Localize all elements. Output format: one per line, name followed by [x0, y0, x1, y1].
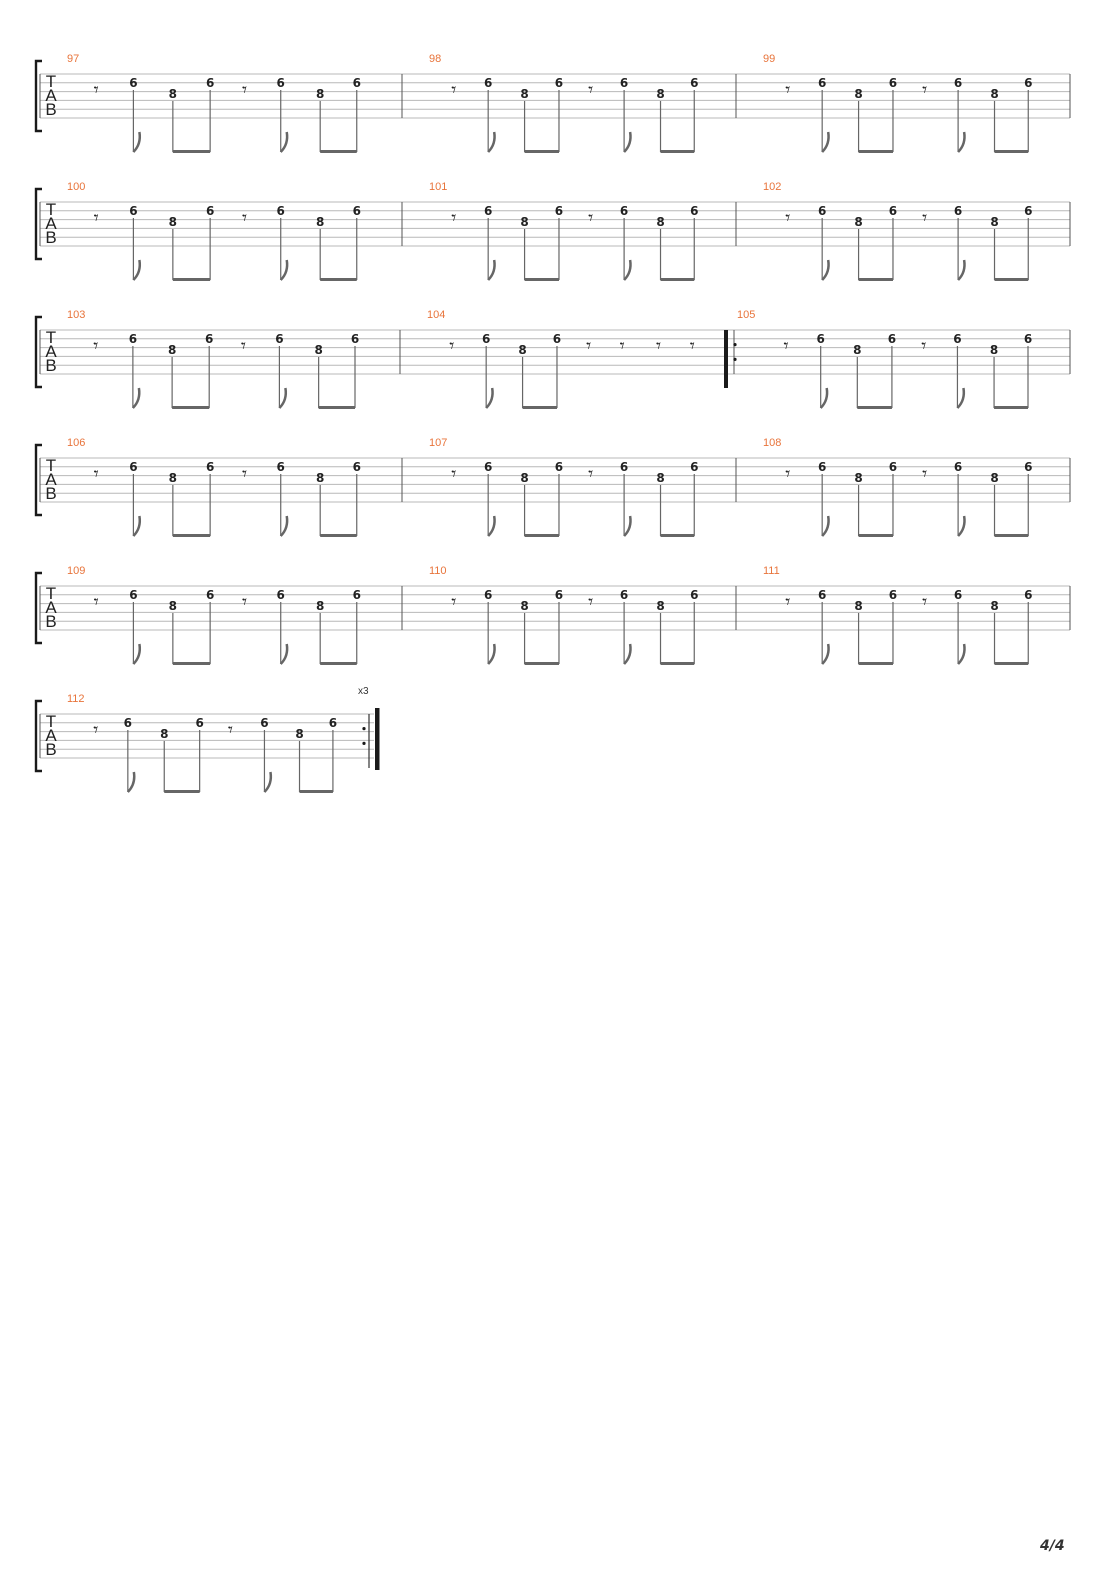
- eighth-flag: [488, 644, 494, 664]
- eighth-flag: [958, 132, 964, 152]
- fret-number: 6: [554, 204, 564, 218]
- fret-number: 6: [483, 76, 493, 90]
- tab-clef-letter: B: [45, 612, 57, 631]
- fret-number: 6: [481, 332, 491, 346]
- eighth-rest: 𝄾: [588, 207, 594, 229]
- eighth-rest: 𝄾: [451, 79, 457, 101]
- fret-number: 6: [328, 716, 338, 730]
- fret-number: 8: [168, 87, 178, 101]
- fret-number: 6: [817, 76, 827, 90]
- measure-number: 110: [429, 565, 447, 577]
- eighth-rest: 𝄾: [586, 335, 592, 357]
- eighth-rest: 𝄾: [240, 335, 246, 357]
- fret-number: 8: [160, 727, 169, 741]
- measure-number: 102: [763, 181, 782, 193]
- measure-number: 111: [763, 565, 780, 577]
- fret-number: 6: [888, 588, 898, 602]
- fret-number: 6: [276, 204, 285, 218]
- tab-clef-letter: B: [45, 228, 57, 247]
- note-beam: [525, 662, 559, 665]
- eighth-rest: 𝄾: [922, 207, 928, 229]
- fret-number: 6: [129, 204, 138, 218]
- fret-number: 6: [483, 204, 493, 218]
- fret-number: 6: [129, 588, 138, 602]
- eighth-flag: [488, 516, 494, 536]
- fret-number: 6: [888, 76, 898, 90]
- fret-number: 6: [1024, 204, 1033, 218]
- eighth-flag: [822, 644, 828, 664]
- measure-number: 108: [763, 437, 782, 449]
- fret-number: 8: [316, 471, 325, 485]
- eighth-rest: 𝄾: [227, 719, 233, 741]
- fret-number: 6: [554, 460, 564, 474]
- fret-number: 8: [295, 727, 304, 741]
- eighth-rest: 𝄾: [93, 719, 99, 741]
- fret-number: 6: [690, 460, 699, 474]
- note-beam: [300, 790, 333, 793]
- eighth-flag: [624, 516, 630, 536]
- eighth-flag: [488, 132, 494, 152]
- note-beam: [173, 534, 210, 537]
- eighth-rest: 𝄾: [588, 591, 594, 613]
- fret-number: 6: [352, 588, 361, 602]
- eighth-flag: [133, 516, 139, 536]
- note-beam: [525, 150, 559, 153]
- eighth-rest: 𝄾: [588, 463, 594, 485]
- repeat-dot: [362, 727, 365, 730]
- note-beam: [857, 406, 892, 409]
- eighth-rest: 𝄾: [451, 463, 457, 485]
- note-beam: [164, 790, 199, 793]
- tab-clef-letter: A: [45, 86, 57, 105]
- fret-number: 6: [1024, 76, 1033, 90]
- eighth-flag: [133, 132, 139, 152]
- note-beam: [995, 662, 1029, 665]
- note-beam: [319, 406, 355, 409]
- fret-number: 8: [520, 87, 529, 101]
- fret-number: 6: [953, 204, 963, 218]
- tab-clef-letter: T: [45, 328, 57, 347]
- fret-number: 8: [990, 87, 999, 101]
- eighth-flag: [488, 260, 494, 280]
- fret-number: 6: [129, 460, 138, 474]
- fret-number: 6: [552, 332, 562, 346]
- note-beam: [661, 534, 695, 537]
- note-beam: [995, 534, 1029, 537]
- fret-number: 6: [352, 204, 361, 218]
- fret-number: 8: [990, 471, 999, 485]
- tab-clef-letter: T: [45, 456, 57, 475]
- measure-number: 103: [67, 309, 86, 321]
- fret-number: 6: [275, 332, 284, 346]
- note-beam: [525, 278, 559, 281]
- fret-number: 8: [168, 215, 178, 229]
- eighth-flag: [279, 388, 285, 408]
- repeat-end-thick-bar: [375, 708, 380, 770]
- eighth-rest: 𝄾: [785, 463, 791, 485]
- note-beam: [320, 662, 357, 665]
- tab-clef-letter: A: [45, 598, 57, 617]
- eighth-rest: 𝄾: [241, 463, 248, 485]
- eighth-rest: 𝄾: [451, 207, 457, 229]
- note-beam: [173, 150, 210, 153]
- fret-number: 8: [656, 599, 665, 613]
- note-beam: [995, 278, 1029, 281]
- note-beam: [661, 662, 695, 665]
- fret-number: 6: [619, 460, 629, 474]
- tab-clef-letter: A: [45, 726, 57, 745]
- fret-number: 6: [205, 76, 215, 90]
- fret-number: 8: [168, 471, 178, 485]
- fret-number: 6: [817, 588, 827, 602]
- eighth-rest: 𝄾: [449, 335, 455, 357]
- note-beam: [320, 278, 357, 281]
- fret-number: 6: [816, 332, 825, 346]
- fret-number: 6: [817, 204, 827, 218]
- eighth-flag: [281, 644, 287, 664]
- fret-number: 6: [888, 204, 898, 218]
- eighth-rest: 𝄾: [785, 79, 791, 101]
- fret-number: 8: [656, 215, 665, 229]
- eighth-flag: [486, 388, 492, 408]
- eighth-flag: [624, 260, 630, 280]
- eighth-rest: 𝄾: [922, 591, 928, 613]
- fret-number: 6: [205, 588, 215, 602]
- page-number: 4/4: [1040, 1538, 1065, 1554]
- tab-clef-letter: A: [45, 214, 57, 233]
- system-bracket: [36, 189, 42, 259]
- eighth-flag: [264, 772, 270, 792]
- fret-number: 6: [276, 76, 285, 90]
- fret-number: 6: [690, 76, 699, 90]
- fret-number: 6: [483, 460, 493, 474]
- fret-number: 8: [316, 87, 325, 101]
- eighth-flag: [957, 388, 963, 408]
- eighth-flag: [133, 388, 139, 408]
- tab-clef-letter: B: [45, 356, 57, 375]
- system-bracket: [36, 445, 42, 515]
- fret-number: 6: [887, 332, 897, 346]
- fret-number: 8: [520, 471, 529, 485]
- fret-number: 8: [316, 599, 325, 613]
- fret-number: 6: [953, 332, 962, 346]
- eighth-flag: [822, 260, 828, 280]
- note-beam: [172, 406, 209, 409]
- fret-number: 8: [520, 215, 529, 229]
- system-bracket: [36, 701, 42, 771]
- fret-number: 6: [260, 716, 269, 730]
- fret-number: 6: [1023, 332, 1033, 346]
- fret-number: 6: [352, 460, 361, 474]
- eighth-flag: [958, 516, 964, 536]
- note-beam: [320, 150, 357, 153]
- fret-number: 6: [1024, 588, 1033, 602]
- eighth-rest: 𝄾: [241, 207, 248, 229]
- fret-number: 6: [276, 460, 285, 474]
- fret-number: 8: [520, 599, 529, 613]
- measure-number: 101: [429, 181, 448, 193]
- eighth-rest: 𝄾: [93, 335, 99, 357]
- tab-clef-letter: B: [45, 484, 57, 503]
- tab-clef-letter: B: [45, 100, 57, 119]
- fret-number: 8: [853, 343, 862, 357]
- tab-clef-letter: T: [45, 200, 57, 219]
- fret-number: 8: [656, 87, 665, 101]
- note-beam: [994, 406, 1028, 409]
- measure-number: 97: [67, 53, 80, 65]
- fret-number: 6: [690, 204, 699, 218]
- fret-number: 6: [195, 716, 204, 730]
- eighth-rest: 𝄾: [451, 591, 457, 613]
- eighth-flag: [133, 644, 139, 664]
- eighth-rest: 𝄾: [922, 463, 928, 485]
- eighth-flag: [624, 644, 630, 664]
- eighth-rest: 𝄾: [241, 79, 248, 101]
- fret-number: 6: [619, 76, 629, 90]
- tab-clef-letter: T: [45, 712, 57, 731]
- fret-number: 6: [205, 460, 215, 474]
- fret-number: 8: [167, 343, 177, 357]
- note-beam: [859, 278, 893, 281]
- fret-number: 8: [989, 343, 999, 357]
- system-bracket: [36, 317, 42, 387]
- tab-clef-letter: B: [45, 740, 57, 759]
- fret-number: 8: [168, 599, 178, 613]
- measure-number: 98: [429, 53, 442, 65]
- measure-number: 99: [763, 53, 776, 65]
- fret-number: 8: [990, 215, 999, 229]
- note-beam: [859, 662, 893, 665]
- eighth-flag: [624, 132, 630, 152]
- measure-number: 109: [67, 565, 86, 577]
- repeat-start-thick-bar: [724, 330, 728, 388]
- fret-number: 6: [205, 204, 215, 218]
- eighth-rest: 𝄾: [921, 335, 927, 357]
- repeat-dot: [733, 343, 736, 346]
- fret-number: 6: [817, 460, 827, 474]
- measure-number: 104: [427, 309, 446, 321]
- fret-number: 6: [352, 76, 361, 90]
- system-bracket: [36, 61, 42, 131]
- fret-number: 6: [123, 716, 133, 730]
- fret-number: 6: [690, 588, 699, 602]
- tab-clef-letter: T: [45, 72, 57, 91]
- measure-number: 107: [429, 437, 448, 449]
- eighth-flag: [133, 260, 139, 280]
- eighth-flag: [958, 644, 964, 664]
- repeat-count: x3: [358, 686, 369, 697]
- note-beam: [523, 406, 557, 409]
- eighth-rest: 𝄾: [93, 207, 99, 229]
- fret-number: 8: [854, 87, 863, 101]
- eighth-flag: [281, 516, 287, 536]
- fret-number: 6: [554, 588, 564, 602]
- fret-number: 6: [953, 588, 963, 602]
- measure-number: 105: [737, 309, 756, 321]
- eighth-rest: 𝄾: [93, 463, 99, 485]
- eighth-flag: [822, 516, 828, 536]
- eighth-rest: 𝄾: [93, 591, 99, 613]
- eighth-flag: [281, 132, 287, 152]
- fret-number: 8: [854, 215, 863, 229]
- tab-clef-letter: A: [45, 342, 57, 361]
- eighth-rest: 𝄾: [588, 79, 594, 101]
- fret-number: 8: [854, 599, 863, 613]
- measure-number: 106: [67, 437, 86, 449]
- eighth-rest: 𝄾: [785, 207, 791, 229]
- eighth-rest: 𝄾: [922, 79, 928, 101]
- eighth-rest: 𝄾: [783, 335, 789, 357]
- eighth-rest: 𝄾: [655, 335, 662, 357]
- eighth-rest: 𝄾: [93, 79, 99, 101]
- note-beam: [995, 150, 1029, 153]
- fret-number: 6: [276, 588, 285, 602]
- repeat-dot: [362, 742, 365, 745]
- fret-number: 6: [128, 332, 138, 346]
- measure-number: 100: [67, 181, 86, 193]
- fret-number: 6: [953, 460, 963, 474]
- fret-number: 8: [656, 471, 665, 485]
- eighth-rest: 𝄾: [241, 591, 248, 613]
- note-beam: [320, 534, 357, 537]
- fret-number: 6: [1024, 460, 1033, 474]
- fret-number: 8: [990, 599, 999, 613]
- fret-number: 6: [619, 204, 629, 218]
- system-bracket: [36, 573, 42, 643]
- note-beam: [661, 150, 695, 153]
- eighth-rest: 𝄾: [785, 591, 791, 613]
- note-beam: [525, 534, 559, 537]
- fret-number: 6: [888, 460, 898, 474]
- repeat-dot: [733, 358, 736, 361]
- tab-clef-letter: A: [45, 470, 57, 489]
- fret-number: 8: [314, 343, 323, 357]
- fret-number: 6: [554, 76, 564, 90]
- fret-number: 8: [316, 215, 325, 229]
- note-beam: [859, 150, 893, 153]
- note-beam: [173, 662, 210, 665]
- fret-number: 6: [953, 76, 963, 90]
- note-beam: [173, 278, 210, 281]
- note-beam: [661, 278, 695, 281]
- fret-number: 6: [619, 588, 629, 602]
- fret-number: 6: [129, 76, 138, 90]
- fret-number: 6: [350, 332, 360, 346]
- note-beam: [859, 534, 893, 537]
- fret-number: 8: [854, 471, 863, 485]
- fret-number: 6: [205, 332, 214, 346]
- fret-number: 6: [483, 588, 493, 602]
- eighth-rest: 𝄾: [689, 335, 695, 357]
- eighth-rest: 𝄾: [619, 335, 625, 357]
- eighth-flag: [281, 260, 287, 280]
- eighth-flag: [822, 132, 828, 152]
- tab-clef-letter: T: [45, 584, 57, 603]
- eighth-flag: [821, 388, 827, 408]
- eighth-flag: [958, 260, 964, 280]
- eighth-flag: [128, 772, 134, 792]
- fret-number: 8: [518, 343, 527, 357]
- measure-number: 112: [67, 693, 85, 705]
